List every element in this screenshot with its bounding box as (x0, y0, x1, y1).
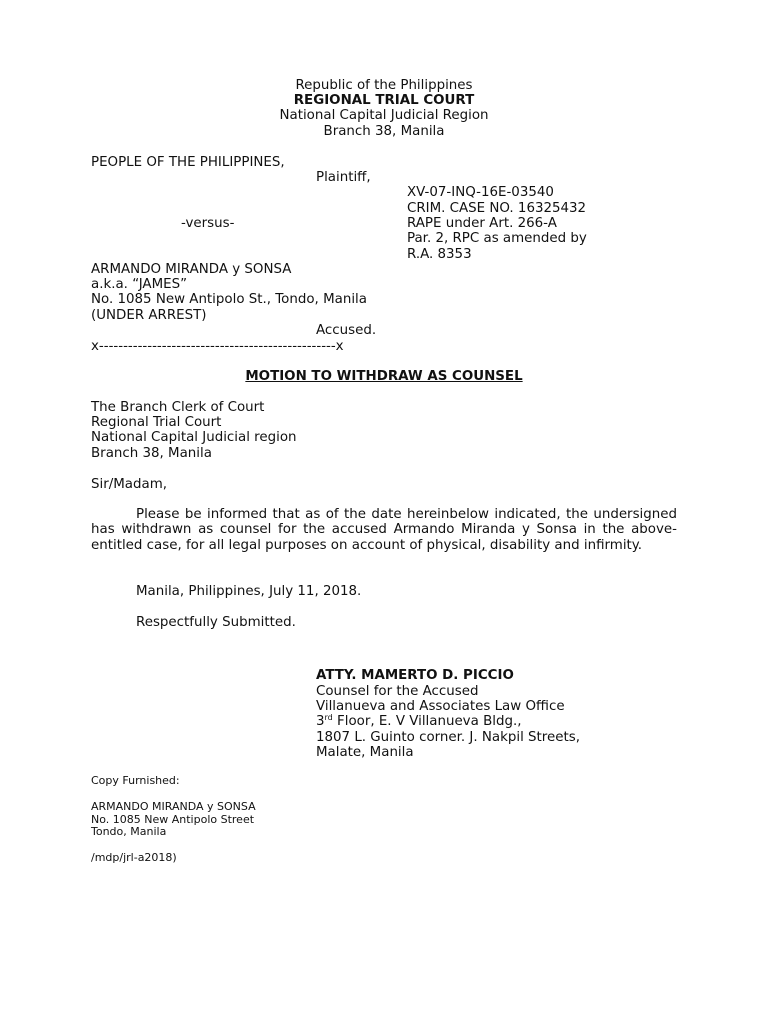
floor-number: 3 (316, 714, 325, 729)
closing-line: Respectfully Submitted. (136, 615, 296, 630)
accused-status: (UNDER ARREST) (91, 308, 207, 323)
accused-alias: a.k.a. “JAMES” (91, 277, 188, 292)
header-region: National Capital Judicial Region (279, 108, 489, 123)
accused-label: Accused. (316, 323, 377, 338)
addressee-line: The Branch Clerk of Court (91, 400, 265, 415)
case-number-crim: CRIM. CASE NO. 16325432 (407, 201, 587, 216)
signatory-role: Counsel for the Accused (316, 684, 479, 699)
case-number-inq: XV-07-INQ-16E-03540 (407, 185, 554, 200)
addressee-line: National Capital Judicial region (91, 430, 297, 445)
signatory-street: 1807 L. Guinto corner. J. Nakpil Streets, (316, 730, 580, 745)
plaintiff-name: PEOPLE OF THE PHILIPPINES, (91, 155, 285, 170)
signatory-name: ATTY. MAMERTO D. PICCIO (316, 668, 514, 683)
copy-furnished-line: Tondo, Manila (91, 825, 167, 838)
case-offense-line1: RAPE under Art. 266-A (407, 216, 557, 231)
date-line: Manila, Philippines, July 11, 2018. (136, 584, 362, 599)
case-offense-line2: Par. 2, RPC as amended by (407, 231, 587, 246)
case-offense-line3: R.A. 8353 (407, 247, 472, 262)
copy-furnished-line: No. 1085 New Antipolo Street (91, 813, 255, 826)
copy-furnished-label: Copy Furnished: (91, 774, 180, 787)
plaintiff-label: Plaintiff, (316, 170, 371, 185)
caption-separator: x-------------------------------------------------x (91, 339, 344, 354)
versus-label: -versus- (181, 216, 235, 231)
accused-name: ARMANDO MIRANDA y SONSA (91, 262, 292, 277)
accused-address: No. 1085 New Antipolo St., Tondo, Manila (91, 292, 367, 307)
floor-building: Floor, E. V Villanueva Bldg., (332, 714, 522, 729)
addressee-line: Branch 38, Manila (91, 446, 212, 461)
document-title: MOTION TO WITHDRAW AS COUNSEL (245, 369, 523, 384)
reference-initials: /mdp/jrl-a2018) (91, 851, 177, 864)
header-branch: Branch 38, Manila (323, 124, 445, 139)
copy-furnished-line: ARMANDO MIRANDA y SONSA (91, 800, 256, 813)
body-paragraph: Please be informed that as of the date hereinbelow indicated, the undersigned has withdrawn as counsel for the accused Armando Miranda y Sonsa in the above-entitled case, for all legal purposes on account of physical, disability and infirmity. (91, 507, 677, 553)
addressee-line: Regional Trial Court (91, 415, 222, 430)
header-court: REGIONAL TRIAL COURT (293, 93, 475, 108)
signatory-firm: Villanueva and Associates Law Office (316, 699, 565, 714)
header-republic: Republic of the Philippines (295, 78, 473, 93)
floor-ordinal: rd (324, 713, 333, 722)
signatory-floor (316, 714, 522, 730)
salutation: Sir/Madam, (91, 477, 168, 492)
signatory-city: Malate, Manila (316, 745, 414, 760)
